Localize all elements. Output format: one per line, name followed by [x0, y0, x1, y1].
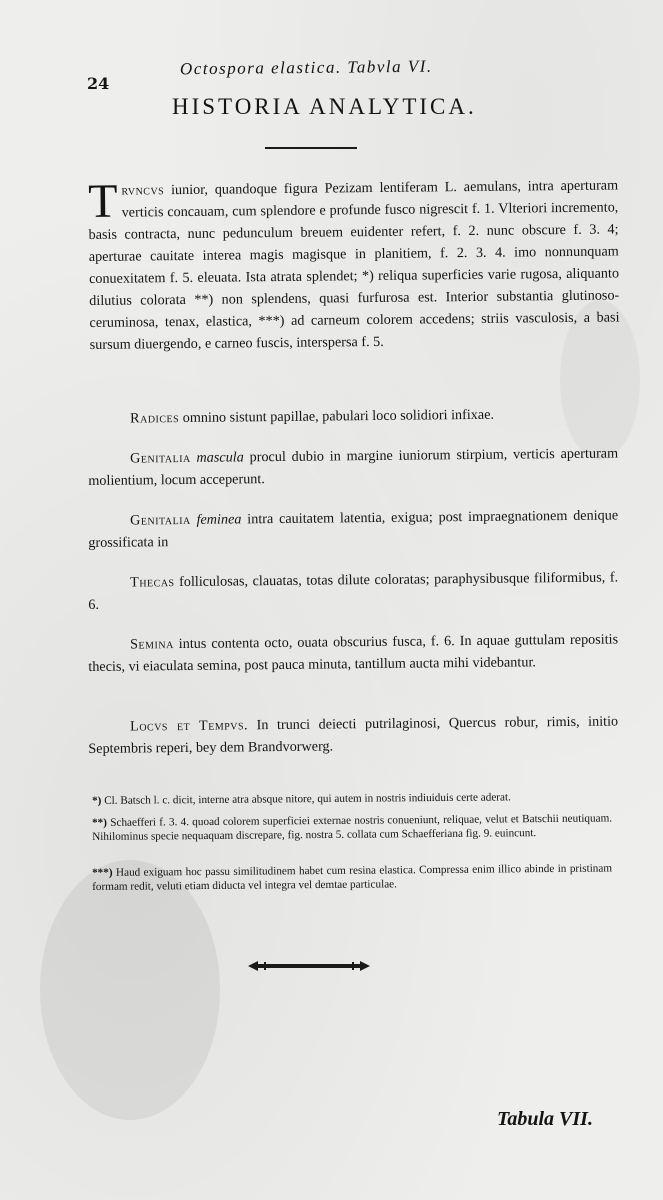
paragraph-text: folliculosas, clauatas, totas dilute coloratas; paraphysibusque filiformibus, f. 6.	[88, 569, 619, 613]
lead-word: rvncvs	[121, 182, 165, 199]
lead-italic: feminea	[190, 511, 242, 528]
lead-word: Radices	[130, 410, 180, 427]
paragraph-thecas	[88, 566, 618, 616]
footnote-1	[92, 789, 612, 808]
drop-cap: T	[87, 174, 118, 228]
footnote-3	[92, 861, 612, 894]
catchword: Tabula VII.	[497, 1108, 593, 1130]
footnote-text: Schaefferi f. 3. 4. quoad colorem superficiei externae nostris conueniunt, reliquae, velut et Batschii neutiquam. Nihilominus specie nequaquam discrepare, fig. nostra 5. collata cum Schaefferiana fig. 9. euincunt.	[92, 812, 613, 843]
lead-word: Thecas	[130, 574, 175, 591]
footnote-mark: **)	[92, 816, 108, 829]
lead-word: Semina	[130, 636, 174, 653]
paragraph-radices	[88, 402, 618, 430]
lead-word: Locvs et Tempvs.	[130, 717, 249, 735]
paragraph-genitalia-mascula	[88, 442, 618, 492]
title-rule	[265, 147, 357, 149]
main-title: HISTORIA ANALYTICA.	[172, 94, 477, 119]
page-number: 24	[87, 74, 110, 93]
paragraph-truncus	[88, 174, 620, 356]
paragraph-text: omnino sistunt papillae, pabulari loco solidiori infixae.	[179, 406, 495, 427]
running-title: Octospora elastica. Tabvla VI.	[179, 56, 433, 79]
footnote-text: Cl. Batsch l. c. dicit, interne atra absque nitore, qui autem in nostris indiuiduis certe aderat.	[104, 791, 511, 807]
lead-italic: mascula	[190, 449, 244, 466]
paragraph-text: intus contenta octo, ouata obscurius fusca, f. 6. In aquae guttulam repositis thecis, vi eiaculata semina, post pauca minuta, tantillum aucta mihi videbantur.	[88, 631, 619, 675]
lead-word: Genitalia	[130, 449, 191, 467]
paragraph-text: intra cauitatem latentia, exigua; post impraegnationem denique grossificata in	[88, 507, 619, 551]
paragraph-text: In trunci deiecti putrilaginosi, Quercus robur, rimis, initio Septembris reperi, bey dem Brandvorwerg.	[88, 713, 619, 757]
ornament-rule	[248, 958, 370, 974]
lead-word: Genitalia	[130, 511, 191, 529]
paragraph-text: iunior, quandoque figura Pezizam lentiferam L. aemulans, intra aperturam verticis concauam, cum splendore e profunde fusco nigrescit f. 1. Vlteriori incremento, basis contracta, nunc pedunculum breuem euidenter refert, f. 2. nunc obscure f. 3. 4; aperturae cauitate interea magis magisque in planitiem, f. 2. 3. 4. imo nonnunquam conuexitatem f. 5. eleuata. Ista atrata splendet; *) reliqua superficies varie rugosa, aliquanto dilutius colorata **) non splendens, quasi furfurosa est. Interior substantia glutinoso-ceruminosa, tenax, elastica, ***) ad carneum colorem accedens; striis vasculosis, a basi sursum diuergendo, e carneo fuscis, interspersa f. 5.	[88, 177, 620, 353]
footnote-text: Haud exiguam hoc passu similitudinem habet cum resina elastica. Compressa enim illico abinde in pristinam formam redit, veluti etiam diducta vel integra vel demtae particulae.	[92, 862, 613, 893]
paper-stain	[40, 860, 220, 1120]
paragraph-semina	[88, 628, 618, 678]
footnote-mark: *)	[92, 794, 102, 807]
footnote-mark: ***)	[92, 866, 113, 879]
paragraph-text: procul dubio in margine iuniorum stirpium, verticis aperturam molientium, locum acceperunt.	[88, 445, 619, 489]
paragraph-genitalia-feminea	[88, 504, 618, 554]
paragraph-locus	[88, 710, 618, 760]
footnote-2	[92, 811, 612, 844]
